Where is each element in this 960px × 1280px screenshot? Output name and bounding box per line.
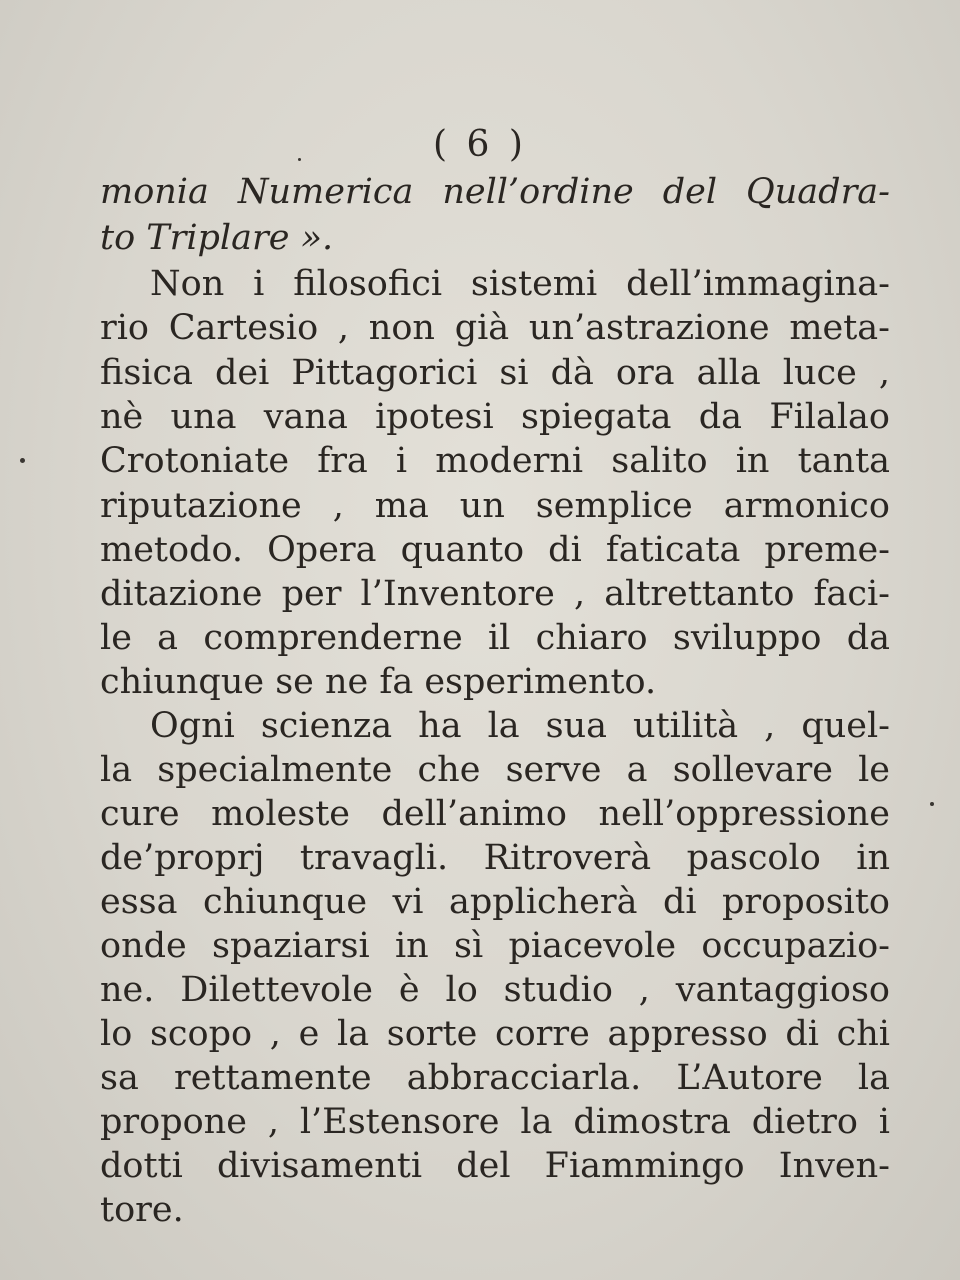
text-line: sa rettamente abbracciarla. L’Autore la <box>100 1058 890 1098</box>
text-line: ditazione per l’Inventore , altrettanto faci- <box>100 574 890 614</box>
text-line: monia Numerica nell’ordine del Quadra- <box>100 172 890 212</box>
text-line: fisica dei Pittagorici si dà ora alla luce , <box>100 353 890 393</box>
text-line: la specialmente che serve a sollevare le <box>100 750 890 790</box>
text-line: chiunque se ne fa esperimento. <box>100 662 657 702</box>
text-line: le a comprenderne il chiaro sviluppo da <box>100 618 890 658</box>
text-line: Ogni scienza ha la sua utilità , quel- <box>150 706 890 746</box>
text-line: lo scopo , e la sorte corre appresso di chi <box>100 1014 890 1054</box>
ink-speck <box>20 458 25 463</box>
ink-speck <box>298 158 301 161</box>
text-line: to Triplare ». <box>100 218 334 258</box>
ink-speck <box>930 802 934 806</box>
text-line: nè una vana ipotesi spiegata da Filalao <box>100 397 890 437</box>
text-line: dotti divisamenti del Fiammingo Inven- <box>100 1146 890 1186</box>
text-line: Non i filosofici sistemi dell’immagina- <box>150 264 890 304</box>
text-line: Crotoniate fra i moderni salito in tanta <box>100 441 890 481</box>
text-line: cure moleste dell’animo nell’oppressione <box>100 794 890 834</box>
text-line: rio Cartesio , non già un’astrazione meta- <box>100 308 890 348</box>
text-line: tore. <box>100 1190 184 1230</box>
page-number: ( 6 ) <box>433 124 527 165</box>
text-line: essa chiunque vi applicherà di proposito <box>100 882 890 922</box>
text-line: onde spaziarsi in sì piacevole occupazio- <box>100 926 890 966</box>
text-line: riputazione , ma un semplice armonico <box>100 486 890 526</box>
text-line: ne. Dilettevole è lo studio , vantaggioso <box>100 970 890 1010</box>
text-line: propone , l’Estensore la dimostra dietro i <box>100 1102 890 1142</box>
text-line: metodo. Opera quanto di faticata preme- <box>100 530 890 570</box>
text-line: de’proprj travagli. Ritroverà pascolo in <box>100 838 890 878</box>
